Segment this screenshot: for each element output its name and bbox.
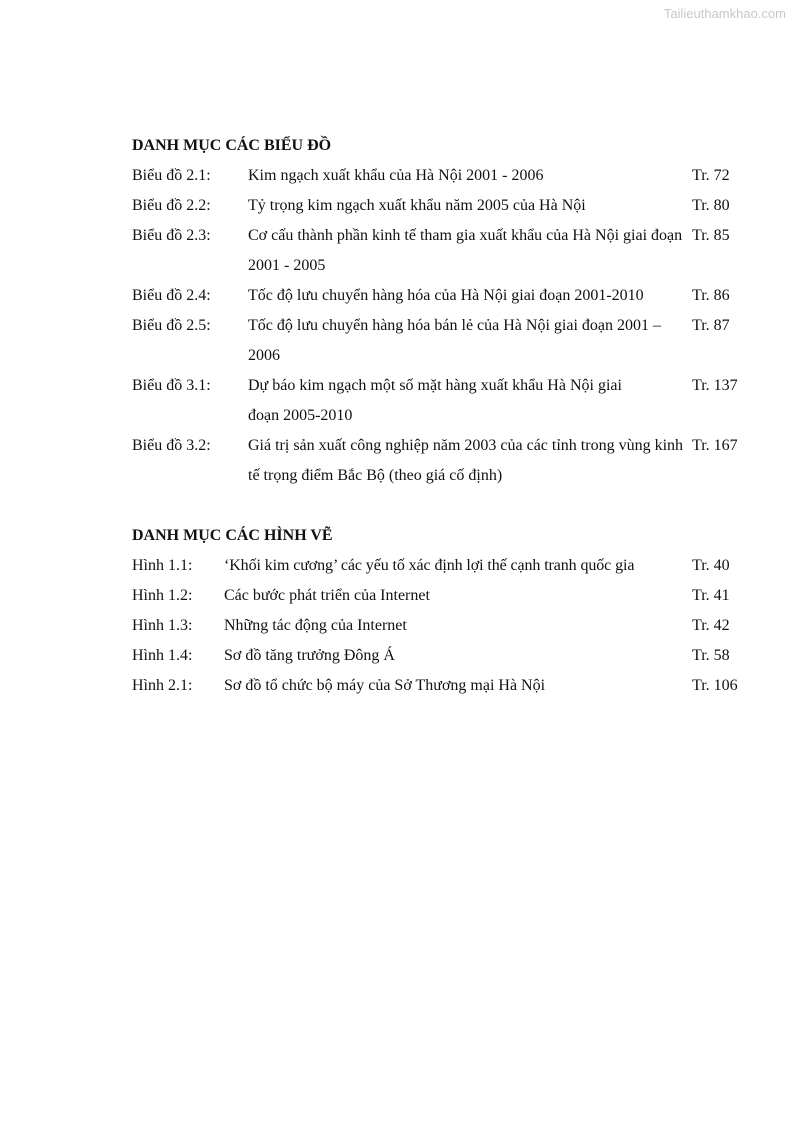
entry-caption: Dự báo kim ngạch một số mặt hàng xuất khẩu Hà Nội giai đoạn 2005-2010 [248, 377, 622, 424]
entry-page: Tr. 87 [692, 317, 730, 334]
entry-caption: Các bước phát triển của Internet [224, 587, 430, 604]
entry-page: Tr. 72 [692, 167, 730, 184]
entry-caption: Giá trị sản xuất công nghiệp năm 2003 của các tỉnh trong vùng kinh tế trọng điểm Bắc Bộ (theo giá cố định) [248, 437, 684, 484]
entry-page: Tr. 85 [692, 227, 730, 244]
entry-label: Hình 1.1: [132, 557, 193, 574]
entry-page: Tr. 42 [692, 617, 730, 634]
list-item [132, 311, 748, 371]
entry-page: Tr. 41 [692, 587, 730, 604]
entry-label: Hình 1.3: [132, 617, 193, 634]
list-item [132, 281, 748, 311]
entry-page: Tr. 137 [692, 377, 738, 394]
entry-caption: Tốc độ lưu chuyển hàng hóa bán lẻ của Hà Nội giai đoạn 2001 – 2006 [248, 317, 661, 364]
list-item [132, 161, 748, 191]
entry-caption: Sơ đồ tổ chức bộ máy của Sở Thương mại Hà Nội [224, 677, 546, 694]
entry-label: Biểu đồ 3.2: [132, 437, 211, 454]
list-item [132, 371, 748, 431]
entry-caption: Sơ đồ tăng trưởng Đông Á [224, 647, 395, 664]
entry-page: Tr. 58 [692, 647, 730, 664]
entry-caption: Tỷ trọng kim ngạch xuất khẩu năm 2005 của Hà Nội [248, 197, 586, 214]
entry-label: Biểu đồ 2.2: [132, 197, 211, 214]
entry-page: Tr. 40 [692, 557, 730, 574]
entry-label: Biểu đồ 2.3: [132, 227, 211, 244]
figure-list-section [132, 521, 748, 701]
entry-label: Hình 1.2: [132, 587, 193, 604]
entry-caption: ‘Khối kim cương’ các yếu tố xác định lợi thế cạnh tranh quốc gia [224, 557, 635, 574]
list-item [132, 221, 748, 281]
entry-caption: Tốc độ lưu chuyển hàng hóa của Hà Nội giai đoạn 2001-2010 [248, 287, 644, 304]
list-item [132, 191, 748, 221]
list-item [132, 611, 748, 641]
entry-label: Biểu đồ 2.4: [132, 287, 211, 304]
entry-page: Tr. 86 [692, 287, 730, 304]
entry-caption: Những tác động của Internet [224, 617, 407, 634]
list-item [132, 641, 748, 671]
entry-page: Tr. 106 [692, 677, 738, 694]
entry-label: Biểu đồ 3.1: [132, 377, 211, 394]
entry-page: Tr. 167 [692, 437, 738, 454]
entry-page: Tr. 80 [692, 197, 730, 214]
watermark: Tailieuthamkhao.com [663, 6, 786, 21]
figure-list-title: DANH MỤC CÁC HÌNH VẼ [132, 527, 333, 544]
entry-label: Hình 2.1: [132, 677, 193, 694]
entry-caption: Kim ngạch xuất khẩu của Hà Nội 2001 - 2006 [248, 167, 544, 184]
chart-list-title: DANH MỤC CÁC BIỂU ĐỒ [132, 137, 332, 154]
entry-label: Biểu đồ 2.1: [132, 167, 211, 184]
entry-label: Hình 1.4: [132, 647, 193, 664]
list-item [132, 581, 748, 611]
entry-label: Biểu đồ 2.5: [132, 317, 211, 334]
list-item [132, 671, 748, 701]
list-item [132, 551, 748, 581]
list-item [132, 431, 748, 491]
entry-caption: Cơ cấu thành phần kinh tế tham gia xuất khẩu của Hà Nội giai đoạn 2001 - 2005 [248, 227, 683, 274]
chart-list-section [132, 131, 748, 491]
